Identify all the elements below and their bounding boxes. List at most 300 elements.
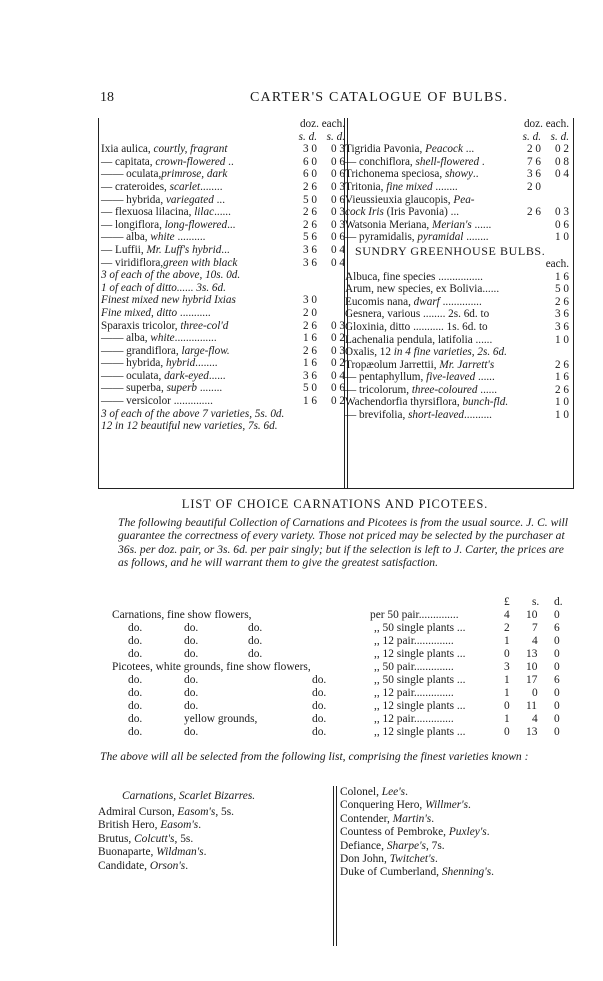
price-dozen: 3 6 — [303, 256, 317, 269]
item-leader: . — [479, 155, 485, 168]
variety-col2: do. — [184, 622, 199, 634]
variety-col2: do. — [184, 648, 199, 660]
left-row — [101, 269, 347, 282]
item-name-text: — flexuosa lilacina, — [101, 206, 195, 219]
item-name — [345, 359, 494, 372]
left-row — [101, 194, 347, 207]
item-name-text: —— oculata, — [101, 168, 162, 181]
item-leader: ........ — [463, 231, 489, 244]
variety-item — [340, 826, 494, 839]
price-pounds: 0 — [504, 648, 510, 660]
right-row — [345, 194, 571, 207]
left-currency-header: s. d. s. d. — [298, 130, 345, 143]
price-each: 2 6 — [555, 295, 569, 308]
item-common-name: Finest mixed new hybrid Ixias — [101, 294, 236, 307]
greenhouse-row — [345, 409, 571, 422]
item-common-name: Mr. Luff's hybrid — [146, 243, 222, 256]
item-name — [345, 346, 507, 359]
item-name — [345, 283, 499, 296]
price-each: 0 4 — [555, 168, 569, 181]
item-common-name: large-flow. — [181, 344, 230, 357]
item-name-text: — pentaphyllum, — [345, 371, 427, 384]
item-name — [345, 384, 497, 397]
item-name — [101, 382, 222, 395]
item-common-name: five-leaved — [426, 371, 476, 384]
price-each: 0 3 — [331, 206, 345, 219]
price-shillings: 10 — [526, 661, 538, 673]
price-row — [112, 635, 574, 648]
varieties-list — [98, 786, 572, 946]
item-name-text: Ixia aulica, — [101, 143, 154, 156]
price-row — [112, 713, 574, 726]
price-each: 0 6 — [331, 193, 345, 206]
item-name-text: — brevifolia, — [345, 409, 409, 422]
item-common-name: 12 in 12 beautiful new varieties, 7s. 6d. — [101, 420, 278, 433]
item-leader: ...... — [477, 383, 498, 396]
price-pence: 0 — [554, 648, 560, 660]
right-row — [345, 206, 571, 219]
item-leader: ........ 2s. 6d. to — [422, 308, 490, 321]
left-row — [101, 320, 347, 333]
price-table — [112, 596, 574, 739]
item-leader: ............... — [174, 332, 217, 345]
item-name — [345, 308, 489, 321]
price-pence: 0 — [554, 700, 560, 712]
item-leader: (Iris Pavonia) ... — [383, 206, 460, 219]
carnations-title: LIST OF CHOICE CARNATIONS AND PICOTEES. — [181, 497, 489, 511]
quantity: ,, 12 pair.............. — [374, 687, 454, 699]
item-name-text: —— superba, — [101, 382, 167, 395]
left-unit-header: doz. each. — [299, 118, 345, 130]
item-leader: ...... — [475, 371, 495, 384]
item-name-text: —— alba, — [101, 332, 151, 345]
variety-suffix: . — [203, 846, 207, 859]
price-dozen: 2 6 — [527, 206, 541, 219]
item-name-text: — tricolorum, — [345, 383, 412, 396]
item-common-name: lilac — [194, 206, 215, 219]
item-name — [101, 320, 228, 333]
price-each: 0 8 — [555, 155, 569, 168]
item-common-name: short-leaved — [408, 409, 464, 422]
item-name — [345, 231, 489, 244]
item-name-text: Tritonia, — [345, 180, 387, 193]
item-name — [345, 334, 492, 347]
price-row — [112, 609, 574, 622]
varieties-right — [340, 786, 494, 880]
greenhouse-row — [345, 308, 571, 321]
item-common-name: Fine mixed, ditto — [101, 306, 178, 319]
price-dozen: 2 6 — [303, 344, 317, 357]
price-pounds: 4 — [504, 609, 510, 621]
variety-item — [98, 806, 255, 819]
raiser-name: Orson's — [149, 859, 186, 872]
price-each: 0 6 — [555, 218, 569, 231]
price-each: 0 4 — [331, 256, 345, 269]
variety-item — [98, 860, 255, 873]
variety-item — [340, 786, 494, 799]
price-row — [112, 648, 574, 661]
item-name-text: — crateroides, — [101, 180, 170, 193]
left-row — [101, 231, 347, 244]
item-common-name: Mr. Jarrett's — [439, 358, 495, 371]
variety-col1: do. — [128, 622, 143, 634]
item-name — [101, 370, 226, 383]
variety-col2: yellow grounds, — [184, 713, 258, 725]
item-name — [345, 296, 482, 309]
item-leader: ........ — [197, 382, 223, 395]
item-name-text: Vieussieuxia glaucopis, — [345, 193, 454, 206]
item-name-text: — longiflora, — [101, 218, 165, 231]
raiser-name: Easom's — [177, 806, 216, 818]
item-name — [345, 156, 485, 169]
raiser-name: Easom's — [160, 819, 199, 832]
item-common-name: long-flowered — [164, 218, 228, 231]
variety-col2: do. — [184, 687, 199, 699]
price-each: 0 4 — [331, 369, 345, 382]
item-name-text: Sparaxis tricolor, — [101, 319, 181, 332]
item-common-name: fine mixed — [386, 180, 433, 193]
item-name — [345, 181, 458, 194]
price-shillings: 13 — [526, 648, 538, 660]
item-leader: .. — [225, 155, 234, 168]
variety-name: Candidate, — [98, 859, 150, 872]
price-each: 1 0 — [555, 333, 569, 346]
variety-name: Admiral Curson, — [98, 806, 178, 818]
item-common-name: in 4 fine varieties, 2s. 6d. — [393, 346, 507, 359]
price-each: 2 6 — [555, 383, 569, 396]
price-shillings: 7 — [532, 622, 538, 634]
item-leader: ...... — [471, 218, 492, 231]
left-row — [101, 408, 347, 421]
quantity: ,, 12 pair.............. — [374, 713, 454, 725]
quantity: ,, 12 single plants ... — [374, 648, 466, 660]
greenhouse-row — [345, 359, 571, 372]
variety-col4: do. — [312, 700, 327, 712]
variety-name: Buonaparte, — [98, 846, 157, 859]
price-dozen: 2 0 — [527, 143, 541, 156]
item-leader: ........ — [200, 180, 223, 193]
right-row — [345, 181, 571, 194]
item-name — [101, 143, 227, 156]
item-name-text: — conchiflora, — [345, 155, 416, 168]
price-pounds: 0 — [504, 726, 510, 738]
item-common-name: 1 of each of ditto...... 3s. 6d. — [101, 281, 226, 294]
item-name-text: Wachendorfia thyrsiflora, — [345, 396, 463, 409]
variety-name: Countess of Pembroke, — [340, 826, 449, 839]
price-each: 1 6 — [555, 270, 569, 283]
price-each: 0 3 — [331, 143, 345, 156]
greenhouse-row — [345, 346, 571, 359]
price-dozen: 3 0 — [303, 294, 317, 307]
price-pence: 0 — [554, 635, 560, 647]
variety-col4: do. — [312, 674, 327, 686]
item-name-text: — capitata, — [101, 155, 156, 168]
price-pounds: 1 — [504, 674, 510, 686]
variety-col3: do. — [248, 622, 263, 634]
item-name-text: Arum, new species, ex Bolivia — [345, 283, 483, 296]
price-row — [112, 674, 574, 687]
greenhouse-row — [345, 384, 571, 397]
bulb-price-table — [98, 118, 574, 489]
quantity: ,, 50 single plants ... — [374, 622, 466, 634]
item-name — [101, 219, 235, 232]
variety-suffix: . — [468, 799, 471, 812]
right-currency-header: s. d. s. d. — [522, 130, 569, 143]
greenhouse-row — [345, 296, 571, 309]
price-dozen: 2 6 — [303, 180, 317, 193]
price-pence: 0 — [554, 687, 560, 699]
item-name-text: —— oculata, — [101, 369, 165, 382]
price-each: 1 6 — [555, 371, 569, 384]
item-leader: ... — [227, 218, 236, 231]
price-dozen: 2 6 — [303, 319, 317, 332]
right-row — [345, 219, 571, 232]
item-name-text: Gesnera, various — [345, 308, 423, 321]
variety-col4: do. — [312, 713, 327, 725]
price-dozen: 2 0 — [303, 306, 317, 319]
item-name — [345, 168, 479, 181]
price-each: 5 0 — [555, 283, 569, 296]
price-each: 0 6 — [331, 155, 345, 168]
variety-suffix: , 7s. — [425, 839, 445, 852]
item-common-name: cock Iris — [345, 206, 384, 219]
item-name-text: — viridiflora, — [101, 256, 164, 269]
item-name — [101, 408, 284, 421]
item-name-text: Eucomis nana, — [345, 295, 414, 308]
variety-name: Colonel, — [340, 786, 382, 798]
item-name-text: —— grandiflora, — [101, 344, 182, 357]
item-name-text: —— hybrida, — [101, 357, 166, 370]
price-pence: 0 — [554, 713, 560, 725]
price-pounds: 2 — [504, 622, 510, 634]
item-name — [101, 357, 218, 370]
quantity: ,, 12 single plants ... — [374, 700, 466, 712]
variety-suffix: . — [185, 859, 189, 872]
item-name — [101, 332, 217, 345]
price-pence: 0 — [554, 609, 560, 621]
price-shillings: 17 — [526, 674, 538, 686]
price-dozen: 3 6 — [303, 369, 317, 382]
item-name — [345, 206, 459, 219]
left-row — [101, 370, 347, 383]
price-header: £ s. d. — [504, 596, 563, 608]
item-common-name: variegated — [165, 193, 214, 206]
item-name-text: Albuca, fine species — [345, 270, 439, 283]
variety-suffix: , 5s. — [215, 806, 234, 818]
item-name — [101, 168, 227, 181]
item-common-name: courtly, fragrant — [153, 143, 228, 156]
item-name-text: —— versicolor — [101, 395, 174, 408]
variety-item — [98, 819, 255, 832]
variety-desc: Carnations, fine show flowers, — [112, 609, 252, 621]
price-dozen: 6 0 — [303, 168, 317, 181]
varieties-heading: Carnations, Scarlet Bizarres. — [122, 790, 256, 802]
price-shillings: 4 — [532, 635, 538, 647]
variety-name: Contender, — [340, 812, 393, 825]
price-dozen: 1 6 — [303, 395, 317, 408]
price-dozen: 1 6 — [303, 332, 317, 345]
price-pounds: 1 — [504, 687, 510, 699]
item-common-name: three-coloured — [411, 383, 478, 396]
price-dozen: 2 6 — [303, 206, 317, 219]
greenhouse-row — [345, 371, 571, 384]
price-pence: 0 — [554, 661, 560, 673]
item-name — [345, 321, 488, 334]
carnations-intro: The following beautiful Collection of Carnations and Picotees is from the usual source. J. C. will guarantee the correctness of every variety. Those not priced may be selected by the purchaser at 36s. per doz. pair, or 3s. 6d. per pair singly; but if the selection is left to J. Carter, the prices are as follows, and he will warrant them to give the greatest satisfaction. — [118, 516, 568, 570]
item-leader: ...... — [482, 283, 500, 296]
price-dozen: 7 6 — [527, 155, 541, 168]
left-column — [101, 118, 347, 433]
variety-suffix: . — [486, 826, 490, 839]
item-name-text: Tigridia Pavonia, — [345, 143, 426, 156]
left-row — [101, 307, 347, 320]
left-row — [101, 168, 347, 181]
left-row — [101, 282, 347, 295]
raiser-name: Shenning's — [441, 866, 492, 879]
price-each: 0 3 — [331, 344, 345, 357]
price-each: 1 0 — [555, 409, 569, 422]
left-row — [101, 395, 347, 408]
variety-name: Don John, — [340, 853, 390, 866]
item-name-text: —— alba, — [101, 231, 151, 244]
item-name — [345, 194, 475, 207]
item-name — [101, 269, 240, 282]
right-rows — [345, 143, 571, 244]
item-name-text: Tropæolum Jarrettii, — [345, 358, 440, 371]
quantity: ,, 12 pair.............. — [374, 635, 454, 647]
greenhouse-row — [345, 334, 571, 347]
right-column — [345, 118, 571, 422]
item-name — [101, 294, 236, 307]
right-row — [345, 231, 571, 244]
variety-col2: do. — [184, 726, 199, 738]
item-leader: ... — [462, 143, 475, 156]
left-row — [101, 294, 347, 307]
greenhouse-row — [345, 321, 571, 334]
item-name — [101, 307, 211, 320]
greenhouse-row — [345, 283, 571, 296]
variety-item — [98, 833, 255, 846]
each-header: each. — [545, 257, 569, 270]
item-name — [101, 345, 230, 358]
item-common-name: white — [150, 231, 175, 244]
variety-item — [340, 840, 494, 853]
item-leader: ........ — [432, 180, 458, 193]
item-common-name: bunch-fld. — [462, 396, 509, 409]
item-common-name: Merian's — [432, 218, 472, 231]
left-row — [101, 143, 347, 156]
item-name — [345, 271, 483, 284]
variety-item — [340, 866, 494, 879]
item-common-name: green with black — [163, 256, 238, 269]
variety-col2: do. — [184, 674, 199, 686]
item-leader: .............. — [439, 295, 482, 308]
left-row — [101, 244, 347, 257]
quantity: ,, 50 pair.............. — [374, 661, 454, 673]
item-name-text: — Luffii, — [101, 243, 147, 256]
price-dozen: 3 6 — [303, 243, 317, 256]
price-shillings: 11 — [526, 700, 537, 712]
item-name — [101, 206, 231, 219]
selection-note: The above will all be selected from the following list, comprising the finest varieties known : — [100, 750, 529, 763]
item-name — [101, 420, 278, 433]
raiser-name: Willmer's — [425, 799, 469, 812]
item-leader: ...... — [214, 206, 231, 219]
left-row — [101, 257, 347, 270]
item-common-name: three-col'd — [180, 319, 229, 332]
price-dozen: 5 6 — [303, 231, 317, 244]
price-each: 2 6 — [555, 358, 569, 371]
quantity: ,, 12 single plants ... — [374, 726, 466, 738]
price-dozen: 2 0 — [527, 180, 541, 193]
item-name-text: Gloxinia, ditto — [345, 320, 414, 333]
item-leader: ........... 1s. 6d. to — [413, 320, 488, 333]
right-unit-header: doz. each. — [523, 118, 569, 130]
varieties-left — [98, 786, 255, 873]
item-leader: .............. — [173, 395, 213, 408]
price-dozen: 3 6 — [527, 168, 541, 181]
item-common-name: dark-eyed — [164, 369, 209, 382]
price-pence: 6 — [554, 622, 560, 634]
item-common-name: shell-flowered — [415, 155, 480, 168]
item-name — [101, 181, 222, 194]
item-name — [345, 396, 508, 409]
price-each: 0 4 — [331, 243, 345, 256]
item-common-name: scarlet — [169, 180, 201, 193]
price-shillings: 0 — [532, 687, 538, 699]
item-common-name: primrose, dark — [161, 168, 228, 181]
left-row — [101, 382, 347, 395]
price-pence: 6 — [554, 674, 560, 686]
variety-name: Duke of Cumberland, — [340, 866, 442, 879]
price-each: 0 2 — [555, 143, 569, 156]
item-common-name: superb — [166, 382, 198, 395]
list-divider — [333, 786, 337, 946]
item-name-text: Watsonia Meriana, — [345, 218, 433, 231]
variety-desc: Picotees, white grounds, fine show flowers, — [112, 661, 311, 673]
price-shillings: 4 — [532, 713, 538, 725]
section-title: SUNDRY GREENHOUSE BULBS. — [355, 243, 546, 258]
variety-col1: do. — [128, 648, 143, 660]
left-row — [101, 181, 347, 194]
variety-col1: do. — [128, 674, 143, 686]
variety-suffix: . — [434, 853, 438, 866]
variety-suffix: . — [198, 819, 202, 832]
left-row — [101, 357, 347, 370]
item-leader: ...... — [475, 333, 493, 346]
price-rows — [112, 609, 574, 739]
right-rows-greenhouse — [345, 271, 571, 422]
variety-col1: do. — [128, 726, 143, 738]
item-name — [101, 257, 237, 270]
price-pounds: 3 — [504, 661, 510, 673]
price-shillings: 10 — [526, 609, 538, 621]
price-each: 0 2 — [331, 395, 345, 408]
price-each: 0 2 — [331, 332, 345, 345]
variety-item — [340, 853, 494, 866]
page-header — [100, 88, 570, 110]
right-row — [345, 156, 571, 169]
raiser-name: Wildman's — [156, 846, 204, 859]
item-leader: ........... — [177, 306, 211, 319]
item-common-name: white — [150, 332, 175, 345]
price-pounds: 1 — [504, 635, 510, 647]
item-name — [101, 194, 225, 207]
item-name — [101, 244, 230, 257]
price-each: 0 3 — [331, 319, 345, 332]
price-dozen: 5 0 — [303, 382, 317, 395]
price-each: 0 2 — [331, 357, 345, 370]
